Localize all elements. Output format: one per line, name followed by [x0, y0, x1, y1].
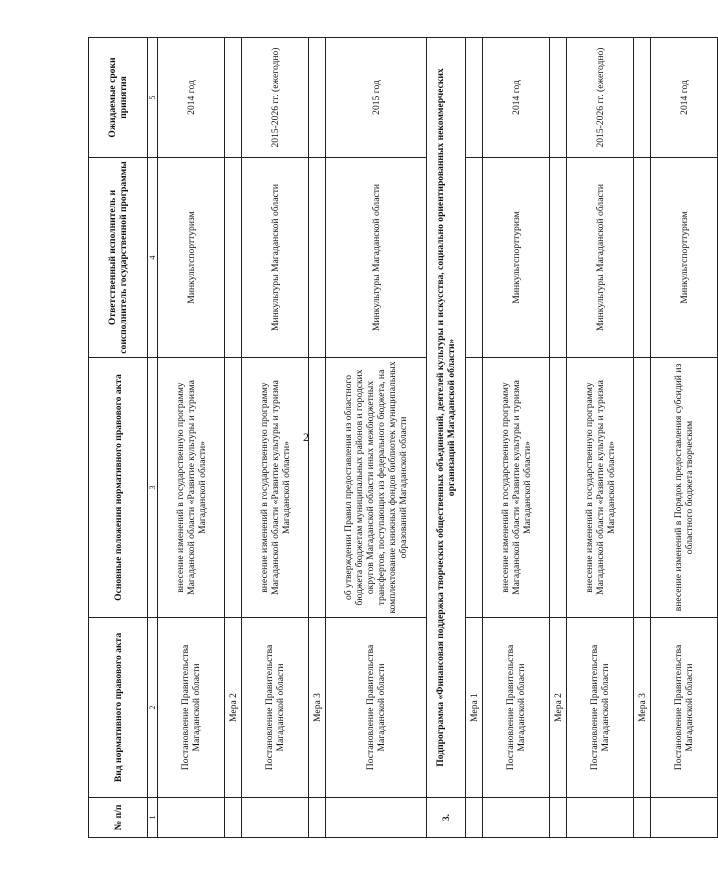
- header-cell: Основные положения нормативного правового акта: [89, 358, 148, 618]
- empty-cell: [634, 158, 651, 358]
- measure-row: [466, 38, 483, 838]
- table-row: [651, 38, 718, 838]
- row-number: [567, 798, 634, 838]
- rotated-page-content: [88, 38, 695, 838]
- empty-cell: [466, 158, 483, 358]
- empty-cell: [550, 158, 567, 358]
- empty-cell: [466, 38, 483, 158]
- measure-row: [309, 38, 326, 838]
- executor: Минкультуры Магаданской области: [326, 158, 427, 358]
- executor: Минкультспорттуризм: [158, 158, 225, 358]
- act-type: Постановление Правительства Магаданской области: [483, 618, 550, 798]
- header-cell: Ожидаемые сроки принятия: [89, 38, 148, 158]
- row-number: 3.: [427, 798, 466, 838]
- act-type: Постановление Правительства Магаданской области: [242, 618, 309, 798]
- act-content: об утверждении Правил предоставления из областного бюджета бюджетам муниципальных районов и городских округов Магаданской области иных межбюджетных трансфертов, поступающих из федерального бюджета, на комплектование книжных фондов библиотек муниципальных образований Магаданской области: [326, 358, 427, 618]
- empty-cell: [550, 38, 567, 158]
- table-row: [567, 38, 634, 838]
- measure-row: [550, 38, 567, 838]
- column-number-row: [148, 38, 158, 838]
- measure-label: Мера 2: [550, 618, 567, 798]
- table-row: [242, 38, 309, 838]
- act-type: Постановление Правительства Магаданской области: [158, 618, 225, 798]
- act-content: внесение изменений в государственную программу Магаданской области «Развитие культуры и туризма Магаданской области»: [242, 358, 309, 618]
- table-row: [326, 38, 427, 838]
- subprogram-title: Подпрограмма «Финансовая поддержка творческих общественных объединений, деятелей культуры и искусства, социально ориентированных некоммерческих организаций Магаданской области»: [427, 38, 466, 798]
- empty-cell: [550, 798, 567, 838]
- act-type: Постановление Правительства Магаданской области: [326, 618, 427, 798]
- normative-acts-table: [88, 37, 718, 838]
- measure-row: [225, 38, 242, 838]
- header-cell: Ответственный исполнитель и соисполнитель государственной программы: [89, 158, 148, 358]
- executor: Минкультспорттуризм: [483, 158, 550, 358]
- measure-label: Мера 1: [466, 618, 483, 798]
- adoption-term: 2015-2026 гг. (ежегодно): [242, 38, 309, 158]
- page-number: 2: [303, 430, 309, 444]
- measure-label: Мера 2: [225, 618, 242, 798]
- empty-cell: [309, 358, 326, 618]
- act-type: Постановление Правительства Магаданской области: [567, 618, 634, 798]
- empty-cell: [225, 38, 242, 158]
- row-number: [483, 798, 550, 838]
- measure-row: [634, 38, 651, 838]
- row-number: [242, 798, 309, 838]
- table-row: [483, 38, 550, 838]
- executor: Минкультспорттуризм: [651, 158, 718, 358]
- empty-cell: [309, 38, 326, 158]
- empty-cell: [309, 158, 326, 358]
- empty-cell: [466, 358, 483, 618]
- header-cell: № п/п: [89, 798, 148, 838]
- row-number: [158, 798, 225, 838]
- adoption-term: 2014 год: [651, 38, 718, 158]
- table-row: [158, 38, 225, 838]
- executor: Минкультуры Магаданской области: [242, 158, 309, 358]
- measure-label: Мера 3: [309, 618, 326, 798]
- empty-cell: [634, 358, 651, 618]
- column-number: 2: [148, 618, 158, 798]
- empty-cell: [225, 798, 242, 838]
- empty-cell: [550, 358, 567, 618]
- adoption-term: 2014 год: [483, 38, 550, 158]
- adoption-term: 2015-2026 гг. (ежегодно): [567, 38, 634, 158]
- column-number: 1: [148, 798, 158, 838]
- act-content: внесение изменений в Порядок предоставления субсидий из областного бюджета творческим: [651, 358, 718, 618]
- adoption-term: 2014 год: [158, 38, 225, 158]
- column-number: 5: [148, 38, 158, 158]
- empty-cell: [634, 38, 651, 158]
- act-type: Постановление Правительства Магаданской области: [651, 618, 718, 798]
- table-body: [158, 38, 718, 838]
- column-number: 3: [148, 358, 158, 618]
- adoption-term: 2015 год: [326, 38, 427, 158]
- row-number: [326, 798, 427, 838]
- act-content: внесение изменений в государственную программу Магаданской области «Развитие культуры и туризма Магаданской области»: [567, 358, 634, 618]
- column-number: 4: [148, 158, 158, 358]
- row-number: [651, 798, 718, 838]
- empty-cell: [309, 798, 326, 838]
- empty-cell: [225, 158, 242, 358]
- empty-cell: [225, 358, 242, 618]
- act-content: внесение изменений в государственную программу Магаданской области «Развитие культуры и туризма Магаданской области»: [483, 358, 550, 618]
- measure-label: Мера 3: [634, 618, 651, 798]
- empty-cell: [634, 798, 651, 838]
- executor: Минкультуры Магаданской области: [567, 158, 634, 358]
- act-content: внесение изменений в государственную программу Магаданской области «Развитие культуры и туризма Магаданской области»: [158, 358, 225, 618]
- subprogram-row: [427, 38, 466, 838]
- empty-cell: [466, 798, 483, 838]
- header-cell: Вид нормативного правового акта: [89, 618, 148, 798]
- table-header-row: [89, 38, 148, 838]
